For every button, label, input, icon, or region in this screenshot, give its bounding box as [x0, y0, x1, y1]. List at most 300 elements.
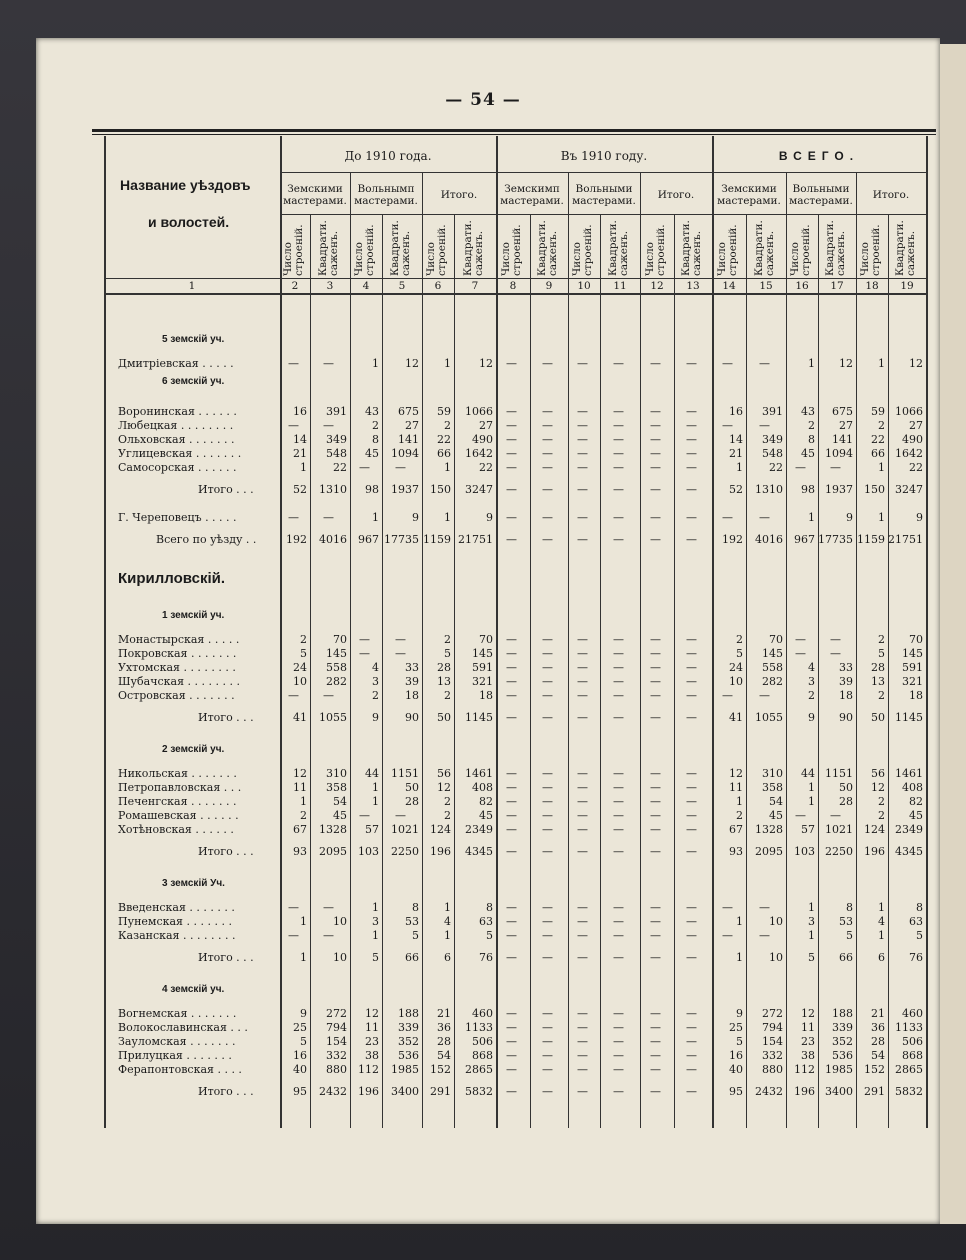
table-cell: 5 [808, 951, 815, 964]
table-cell: 358 [762, 781, 783, 794]
table-cell: — [830, 633, 841, 646]
table-cell: 12 [839, 357, 853, 370]
table-cell: 4016 [755, 533, 783, 546]
column-label-line: строеній. [655, 224, 667, 276]
table-cell: 11 [365, 1021, 379, 1034]
table-cell: 112 [794, 1063, 815, 1076]
table-cell: 28 [871, 661, 885, 674]
column-label-line: строеній. [870, 224, 882, 276]
table-cell: 8 [846, 901, 853, 914]
table-cell: 82 [479, 795, 493, 808]
column-number-7: 7 [471, 280, 479, 292]
table-cell: — [686, 901, 697, 914]
table-cell: 12 [405, 357, 419, 370]
table-cell: 98 [365, 483, 379, 496]
row-label: Г. Череповецъ . . . . . [118, 511, 237, 524]
table-cell: — [577, 1085, 588, 1098]
table-cell: 8 [808, 433, 815, 446]
table-cell: — [613, 1035, 624, 1048]
table-cell: 70 [333, 633, 347, 646]
table-cell: 141 [398, 433, 419, 446]
table-cell: 9 [846, 511, 853, 524]
table-cell: 45 [801, 447, 815, 460]
table-cell: 3 [372, 675, 379, 688]
table-cell: 24 [293, 661, 307, 674]
table-cell: 16 [729, 1049, 743, 1062]
table-cell: — [506, 647, 517, 660]
table-cell: — [323, 511, 334, 524]
row-label: Вогнемская . . . . . . . [118, 1007, 237, 1020]
table-cell: — [577, 511, 588, 524]
table-cell: — [542, 1035, 553, 1048]
table-cell: 188 [398, 1007, 419, 1020]
table-cell: 2 [878, 689, 885, 702]
table-cell: — [506, 633, 517, 646]
row-label: Ухтомская . . . . . . . . [118, 661, 236, 674]
table-cell: — [795, 647, 806, 660]
table-cell: — [650, 929, 661, 942]
table-cell: 5 [300, 647, 307, 660]
column-label-line: саженъ. [473, 230, 485, 276]
table-cell: — [395, 633, 406, 646]
column-label-8 [501, 218, 525, 276]
table-cell: 5 [736, 647, 743, 660]
table-cell: 2 [808, 689, 815, 702]
table-cell: 63 [909, 915, 923, 928]
table-cell: — [759, 689, 770, 702]
table-cell: 4 [878, 915, 885, 928]
table-cell: — [613, 1049, 624, 1062]
table-cell: 1 [444, 901, 451, 914]
table-cell: 3247 [465, 483, 493, 496]
table-cell: 1937 [391, 483, 419, 496]
table-cell: 18 [405, 689, 419, 702]
table-cell: 2 [444, 419, 451, 432]
table-cell: — [577, 845, 588, 858]
group-rule [280, 172, 926, 173]
table-cell: 67 [729, 823, 743, 836]
table-cell: — [577, 809, 588, 822]
table-cell: 1 [878, 901, 885, 914]
table-cell: — [542, 447, 553, 460]
table-cell: — [613, 767, 624, 780]
table-cell: — [686, 929, 697, 942]
table-cell: — [613, 357, 624, 370]
table-cell: 1985 [825, 1063, 853, 1076]
table-cell: — [577, 1021, 588, 1034]
table-cell: 145 [326, 647, 347, 660]
table-cell: 70 [769, 633, 783, 646]
row-label: Воронинская . . . . . . [118, 405, 237, 418]
table-cell: — [650, 533, 661, 546]
table-cell: 1133 [465, 1021, 493, 1034]
table-cell: — [795, 633, 806, 646]
table-cell: — [542, 405, 553, 418]
table-cell: 52 [293, 483, 307, 496]
table-cell: 4 [808, 661, 815, 674]
column-label-line: Квадрати. [536, 220, 548, 276]
table-cell: — [613, 633, 624, 646]
table-cell: — [542, 633, 553, 646]
column-number-5: 5 [398, 280, 406, 292]
table-cell: 2349 [895, 823, 923, 836]
column-number-8: 8 [509, 280, 517, 292]
table-cell: — [577, 1007, 588, 1020]
table-cell: — [577, 433, 588, 446]
column-label-19 [895, 218, 919, 276]
table-cell: 1 [444, 357, 451, 370]
table-cell: 1 [444, 929, 451, 942]
table-cell: 53 [405, 915, 419, 928]
table-cell: — [542, 845, 553, 858]
column-label-17 [825, 218, 849, 276]
column-number-3: 3 [326, 280, 334, 292]
table-cell: 18 [479, 689, 493, 702]
table-cell: 98 [801, 483, 815, 496]
section-label: 3 земскій Уч. [162, 878, 225, 889]
table-cell: 54 [769, 795, 783, 808]
table-cell: — [542, 901, 553, 914]
table-cell: — [323, 929, 334, 942]
table-cell: 54 [871, 1049, 885, 1062]
row-label: Покровская . . . . . . . [118, 647, 237, 660]
column-label-14 [717, 218, 741, 276]
table-cell: 154 [762, 1035, 783, 1048]
table-cell: 460 [902, 1007, 923, 1020]
table-cell: 5 [878, 647, 885, 660]
table-cell: — [650, 357, 661, 370]
table-cell: — [506, 767, 517, 780]
table-cell: — [686, 633, 697, 646]
table-cell: — [613, 1085, 624, 1098]
table-cell: — [542, 809, 553, 822]
table-cell: 794 [762, 1021, 783, 1034]
total-label: Итого . . . [198, 711, 254, 724]
table-cell: 16 [293, 1049, 307, 1062]
table-cell: 391 [326, 405, 347, 418]
next-page-edge [936, 44, 966, 1224]
table-cell: 25 [729, 1021, 743, 1034]
table-cell: 9 [300, 1007, 307, 1020]
table-cell: 70 [479, 633, 493, 646]
table-cell: 1 [878, 357, 885, 370]
column-label-line: Квадрати. [317, 220, 329, 276]
table-cell: — [686, 795, 697, 808]
table-cell: — [577, 1035, 588, 1048]
table-cell: 5 [372, 951, 379, 964]
table-cell: — [542, 461, 553, 474]
column-label-line: Квадрати. [894, 220, 906, 276]
row-label: Ольховская . . . . . . . [118, 433, 235, 446]
colnum-rule-top [104, 278, 926, 279]
group-header-3: ВСЕГО. [778, 149, 860, 163]
table-cell: 1642 [895, 447, 923, 460]
table-cell: — [506, 929, 517, 942]
table-cell: — [506, 461, 517, 474]
column-label-16 [790, 218, 814, 276]
table-cell: — [542, 1049, 553, 1062]
table-cell: 66 [839, 951, 853, 964]
table-cell: — [613, 929, 624, 942]
page-number: — 54 — [445, 90, 521, 110]
column-label-line: саженъ. [328, 230, 340, 276]
table-cell: 22 [871, 433, 885, 446]
table-cell: — [577, 661, 588, 674]
table-cell: — [542, 511, 553, 524]
table-cell: — [613, 711, 624, 724]
table-cell: — [686, 483, 697, 496]
table-cell: 10 [293, 675, 307, 688]
table-cell: — [577, 533, 588, 546]
table-cell: — [506, 357, 517, 370]
table-cell: — [577, 1063, 588, 1076]
table-cell: 1937 [825, 483, 853, 496]
table-cell: — [650, 915, 661, 928]
table-cell: 1 [808, 357, 815, 370]
column-label-line: Число [282, 242, 294, 276]
table-cell: 1461 [465, 767, 493, 780]
column-label-line: строеній. [727, 224, 739, 276]
subheader-6: Итого. [657, 189, 695, 201]
table-cell: — [759, 511, 770, 524]
table-cell: 349 [762, 433, 783, 446]
table-cell: 2 [444, 633, 451, 646]
column-label-line: Квадрати. [753, 220, 765, 276]
table-cell: 12 [801, 1007, 815, 1020]
column-label-18 [860, 218, 884, 276]
table-cell: 2865 [895, 1063, 923, 1076]
table-cell: — [613, 1063, 624, 1076]
table-cell: 9 [808, 711, 815, 724]
table-cell: 40 [293, 1063, 307, 1076]
table-cell: 1 [300, 951, 307, 964]
table-cell: 76 [909, 951, 923, 964]
column-label-4 [354, 218, 378, 276]
table-cell: 21 [293, 447, 307, 460]
table-cell: — [506, 1063, 517, 1076]
column-label-line: строеній. [436, 224, 448, 276]
table-cell: 1159 [423, 533, 451, 546]
table-cell: 675 [832, 405, 853, 418]
table-cell: 1 [878, 929, 885, 942]
subheader-2-b: мастерами. [354, 195, 418, 207]
table-cell: 23 [365, 1035, 379, 1048]
table-cell: 13 [437, 675, 451, 688]
table-cell: 12 [479, 357, 493, 370]
subheader-9: Итого. [872, 189, 910, 201]
table-cell: 8 [372, 433, 379, 446]
table-cell: 282 [326, 675, 347, 688]
table-cell: — [323, 689, 334, 702]
section-label: 4 земскій уч. [162, 984, 225, 995]
table-cell: 3400 [825, 1085, 853, 1098]
column-number-17: 17 [830, 280, 844, 292]
table-cell: — [722, 419, 733, 432]
table-cell: 5832 [895, 1085, 923, 1098]
table-cell: — [577, 781, 588, 794]
table-cell: — [686, 1007, 697, 1020]
table-cell: 10 [333, 951, 347, 964]
table-cell: 22 [909, 461, 923, 474]
table-cell: — [323, 419, 334, 432]
table-cell: — [542, 357, 553, 370]
column-number-14: 14 [722, 280, 736, 292]
table-cell: 103 [794, 845, 815, 858]
table-cell: 548 [326, 447, 347, 460]
column-number-19: 19 [900, 280, 914, 292]
table-cell: — [613, 405, 624, 418]
table-cell: — [577, 915, 588, 928]
table-cell: 67 [293, 823, 307, 836]
table-cell: 95 [293, 1085, 307, 1098]
table-cell: 59 [871, 405, 885, 418]
table-cell: — [650, 511, 661, 524]
table-cell: 45 [479, 809, 493, 822]
table-cell: 150 [430, 483, 451, 496]
table-cell: 291 [430, 1085, 451, 1098]
table-cell: 1055 [755, 711, 783, 724]
table-cell: 12 [293, 767, 307, 780]
table-cell: — [542, 483, 553, 496]
table-cell: 21751 [888, 533, 923, 546]
colnum-rule-bottom [104, 293, 926, 295]
table-cell: 3 [808, 915, 815, 928]
column-label-line: Квадрати. [389, 220, 401, 276]
table-cell: 8 [486, 901, 493, 914]
column-label-line: Квадрати. [462, 220, 474, 276]
table-cell: 1310 [319, 483, 347, 496]
column-label-15 [754, 218, 778, 276]
table-cell: — [577, 823, 588, 836]
table-cell: — [650, 823, 661, 836]
table-cell: 5 [300, 1035, 307, 1048]
column-number-18: 18 [865, 280, 879, 292]
table-cell: — [542, 1063, 553, 1076]
table-cell: — [395, 809, 406, 822]
table-cell: 45 [333, 809, 347, 822]
table-cell: 6 [444, 951, 451, 964]
table-cell: 2 [372, 419, 379, 432]
column-number-12: 12 [650, 280, 664, 292]
table-cell: 536 [832, 1049, 853, 1062]
table-cell: 794 [326, 1021, 347, 1034]
table-cell: — [686, 809, 697, 822]
column-number-9: 9 [545, 280, 553, 292]
table-cell: — [613, 795, 624, 808]
table-cell: 27 [909, 419, 923, 432]
table-cell: 28 [871, 1035, 885, 1048]
table-cell: — [577, 1049, 588, 1062]
table-cell: 1310 [755, 483, 783, 496]
table-cell: 2 [736, 809, 743, 822]
table-cell: 27 [479, 419, 493, 432]
table-cell: — [577, 689, 588, 702]
table-cell: — [686, 689, 697, 702]
table-cell: 150 [864, 483, 885, 496]
table-cell: — [577, 461, 588, 474]
table-cell: — [506, 405, 517, 418]
table-cell: 1328 [319, 823, 347, 836]
table-cell: — [542, 419, 553, 432]
row-label: Волокославинская . . . [118, 1021, 248, 1034]
table-cell: — [542, 433, 553, 446]
table-cell: — [577, 447, 588, 460]
table-cell: 50 [839, 781, 853, 794]
table-cell: 18 [909, 689, 923, 702]
table-cell: 1 [736, 915, 743, 928]
table-cell: — [650, 633, 661, 646]
table-cell: 124 [864, 823, 885, 836]
table-cell: — [613, 901, 624, 914]
table-cell: 591 [472, 661, 493, 674]
table-cell: 4016 [319, 533, 347, 546]
row-label: Пунемская . . . . . . . [118, 915, 232, 928]
section-label: 1 земскій уч. [162, 610, 225, 621]
table-cell: — [542, 795, 553, 808]
table-cell: 1066 [465, 405, 493, 418]
column-label-6 [426, 218, 450, 276]
table-cell: 321 [902, 675, 923, 688]
table-cell: 880 [762, 1063, 783, 1076]
table-cell: 2 [808, 419, 815, 432]
table-cell: 1 [444, 511, 451, 524]
table-cell: 28 [437, 1035, 451, 1048]
table-cell: — [506, 419, 517, 432]
table-cell: — [577, 929, 588, 942]
table-cell: — [686, 357, 697, 370]
column-label-line: Квадрати. [680, 220, 692, 276]
table-cell: 4345 [465, 845, 493, 858]
table-cell: 11 [293, 781, 307, 794]
table-cell: 408 [902, 781, 923, 794]
table-cell: — [650, 689, 661, 702]
column-label-line: строеній. [582, 224, 594, 276]
column-number-4: 4 [362, 280, 370, 292]
table-cell: — [686, 767, 697, 780]
table-cell: 506 [902, 1035, 923, 1048]
table-cell: — [686, 845, 697, 858]
total-label: Итого . . . [198, 845, 254, 858]
table-cell: 39 [405, 675, 419, 688]
table-cell: — [650, 711, 661, 724]
table-cell: 112 [358, 1063, 379, 1076]
table-cell: — [613, 845, 624, 858]
table-cell: 66 [405, 951, 419, 964]
table-cell: 28 [839, 795, 853, 808]
table-cell: — [613, 809, 624, 822]
column-label-2 [283, 218, 307, 276]
table-cell: 1 [878, 511, 885, 524]
table-cell: — [288, 689, 299, 702]
table-cell: — [722, 929, 733, 942]
table-cell: 321 [472, 675, 493, 688]
subheader-4-a: Земскимп [504, 183, 560, 195]
table-cell: — [613, 419, 624, 432]
table-cell: 1 [372, 511, 379, 524]
row-label: Шубачская . . . . . . . . [118, 675, 240, 688]
table-cell: — [613, 823, 624, 836]
table-cell: 44 [801, 767, 815, 780]
table-cell: — [506, 901, 517, 914]
column-label-line: Квадрати. [607, 220, 619, 276]
column-number-6: 6 [434, 280, 442, 292]
column-label-11 [608, 218, 632, 276]
column-label-line: саженъ. [618, 230, 630, 276]
subheader-8-a: Вольными [792, 183, 850, 195]
table-cell: 4 [372, 661, 379, 674]
column-label-3 [318, 218, 342, 276]
table-cell: — [506, 483, 517, 496]
